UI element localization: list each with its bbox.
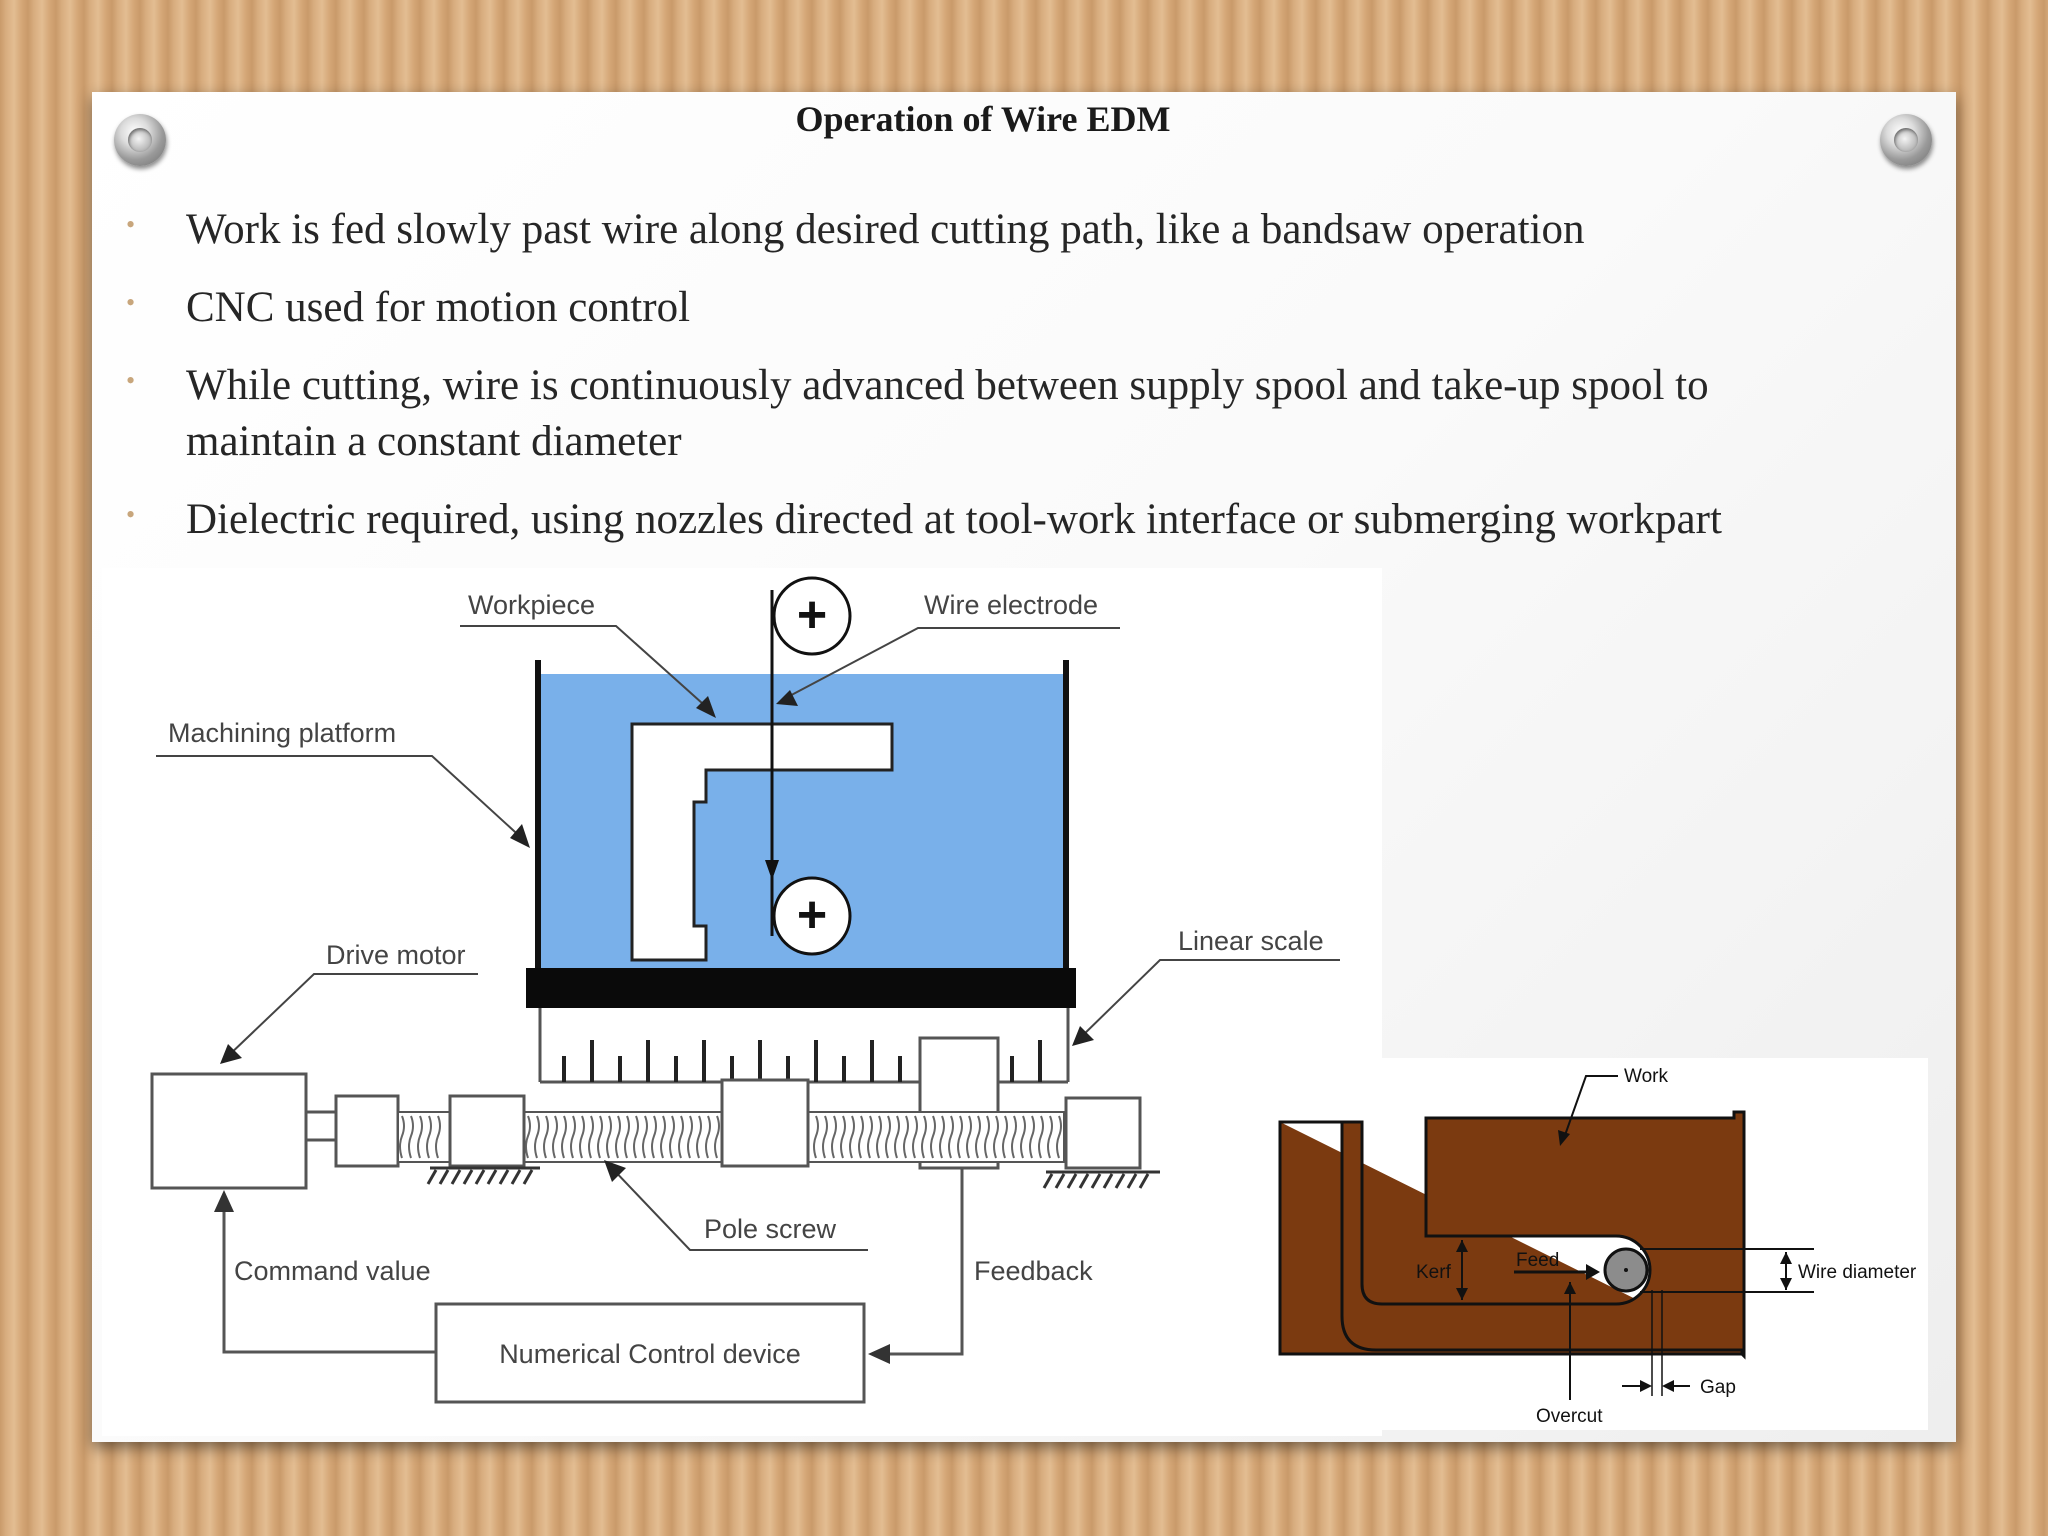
feed-label: Feed — [1516, 1250, 1560, 1271]
bullet-text: Dielectric required, using nozzles directed at tool-work interface or submerging workpart — [186, 496, 1722, 543]
workpiece-label: Workpiece — [468, 590, 596, 620]
bearing-block — [1066, 1098, 1140, 1168]
drive-motor-label: Drive motor — [326, 940, 466, 970]
bearing-block — [450, 1096, 524, 1166]
nc-device-label: Numerical Control device — [499, 1339, 801, 1369]
nut-block — [722, 1080, 808, 1166]
bullet-marker: • — [126, 210, 136, 239]
kerf-label: Kerf — [1416, 1262, 1451, 1283]
bullet-marker: • — [126, 288, 136, 317]
overcut-label: Overcut — [1536, 1406, 1603, 1427]
bullet-text: CNC used for motion control — [186, 284, 691, 331]
bullet-text: Work is fed slowly past wire along desired cutting path, like a bandsaw operation — [186, 206, 1585, 253]
terminal-sign: + — [796, 886, 828, 944]
bullet-text: While cutting, wire is continuously advanced between supply spool and take-up spool to maintain a constant diameter — [186, 362, 1709, 465]
machining-table — [526, 968, 1076, 1008]
bullet-marker: • — [126, 500, 136, 529]
wire-edm-machine-diagram — [102, 568, 1382, 1436]
terminal-sign: + — [796, 586, 828, 644]
work-label: Work — [1624, 1066, 1668, 1087]
machining-platform-label: Machining platform — [168, 718, 397, 748]
feedback-label: Feedback — [974, 1256, 1093, 1286]
gap-label: Gap — [1700, 1377, 1736, 1398]
wire-electrode-label: Wire electrode — [924, 590, 1099, 620]
drive-motor-box — [152, 1074, 306, 1188]
work-material — [1280, 1112, 1744, 1356]
slide-title: Operation of Wire EDM — [795, 99, 1171, 139]
linear-scale-label: Linear scale — [1178, 926, 1324, 956]
wire-diameter-label: Wire diameter — [1798, 1262, 1917, 1283]
bullet-marker: • — [126, 366, 136, 395]
pole-screw-label: Pole screw — [704, 1214, 837, 1244]
command-value-label: Command value — [234, 1256, 431, 1286]
kerf-overcut-diagram — [1252, 1058, 1928, 1430]
